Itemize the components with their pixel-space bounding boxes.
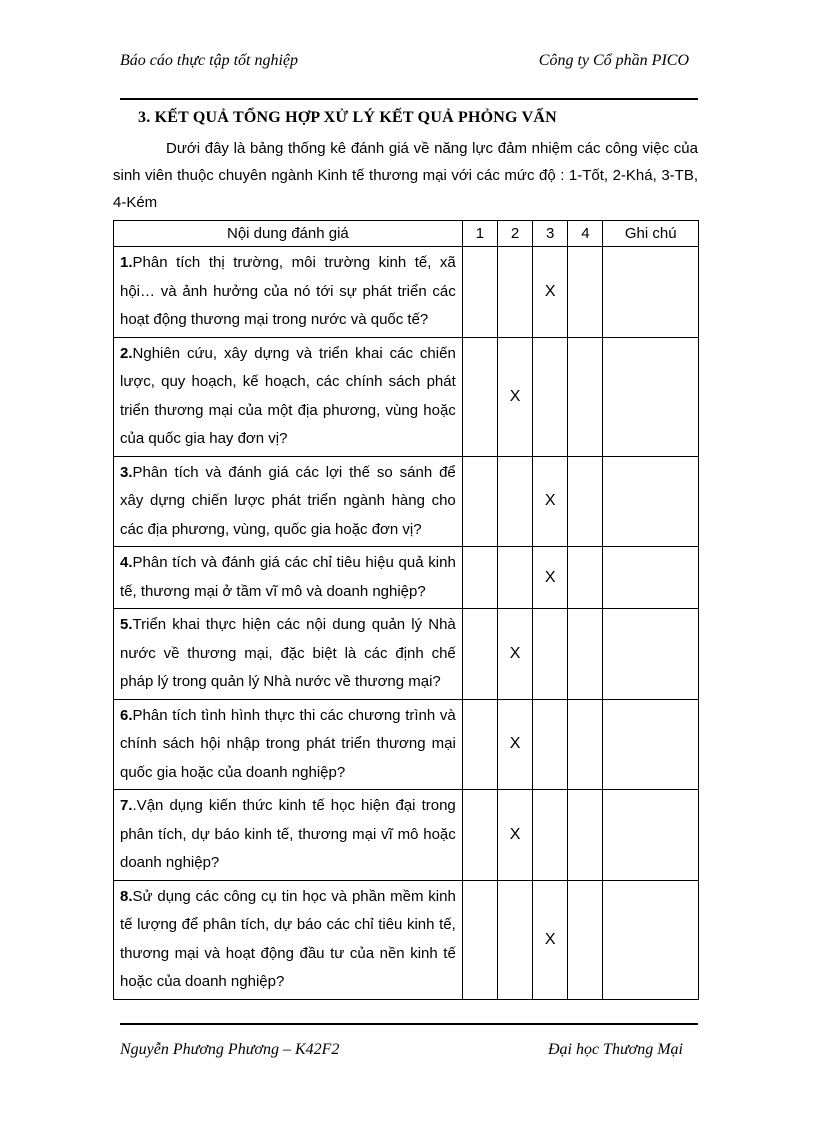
mark-level-3	[533, 337, 568, 456]
note-cell	[603, 790, 699, 881]
table-row	[114, 337, 699, 456]
criterion-text	[114, 880, 463, 999]
criterion-text	[114, 699, 463, 790]
criterion-text	[114, 790, 463, 881]
header-note: Ghi chú	[603, 221, 699, 247]
criterion-text	[114, 456, 463, 547]
evaluation-table	[113, 220, 699, 1000]
mark-level-1	[462, 609, 497, 700]
mark-level-4	[568, 547, 603, 609]
criterion-description: Phân tích và đánh giá các chỉ tiêu hiệu quả kinh tế, thương mại ở tầm vĩ mô và doanh nghiệp?	[120, 554, 456, 600]
header-left: Báo cáo thực tập tốt nghiệp	[120, 52, 299, 69]
table-row	[114, 790, 699, 881]
footer-left: Nguyễn Phương Phương – K42F2	[120, 1041, 340, 1058]
mark-level-3: X	[533, 547, 568, 609]
mark-level-2: X	[497, 337, 532, 456]
intro-paragraph: Dưới đây là bảng thống kê đánh giá về năng lực đảm nhiệm các công việc của sinh viên thuộc chuyên ngành Kinh tế thương mại với các mức độ : 1-Tốt, 2-Khá, 3-TB, 4-Kém	[113, 140, 698, 211]
header-level-1: 1	[462, 221, 497, 247]
mark-level-4	[568, 456, 603, 547]
mark-level-2	[497, 880, 532, 999]
criterion-text	[114, 547, 463, 609]
criterion-text	[114, 337, 463, 456]
mark-level-1	[462, 880, 497, 999]
criterion-text	[114, 609, 463, 700]
mark-level-3	[533, 790, 568, 881]
criterion-description: Phân tích và đánh giá các lợi thế so sánh để xây dựng chiến lược phát triển ngành hàng cho các địa phương, vùng, quốc gia hoặc đơn vị?	[120, 463, 456, 538]
table-row	[114, 456, 699, 547]
mark-level-2	[497, 547, 532, 609]
criterion-number: 7.	[120, 797, 133, 814]
mark-level-2	[497, 247, 532, 338]
mark-level-4	[568, 790, 603, 881]
criterion-description: Nghiên cứu, xây dựng và triển khai các chiến lược, quy hoạch, kế hoạch, các chính sách phát triển thương mại của một địa phương, vùng hoặc của quốc gia hay đơn vị?	[120, 344, 456, 447]
criterion-description: Phân tích tình hình thực thi các chương trình và chính sách hội nhập trong phát triển thương mại quốc gia hoặc của doanh nghiệp?	[120, 706, 456, 781]
table-row	[114, 247, 699, 338]
mark-level-2: X	[497, 699, 532, 790]
criterion-description: .Vận dụng kiến thức kinh tế học hiện đại trong phân tích, dự báo kinh tế, thương mại vĩ mô hoặc doanh nghiệp?	[120, 797, 456, 871]
mark-level-1	[462, 547, 497, 609]
header-right: Công ty Cổ phần PICO	[538, 52, 689, 69]
mark-level-4	[568, 699, 603, 790]
criterion-description: Sử dụng các công cụ tin học và phần mềm kinh tế lượng để phân tích, dự báo các chỉ tiêu kinh tế, thương mại và hoạt động đầu tư của nền kinh tế hoặc của doanh nghiệp?	[120, 887, 456, 990]
criterion-number: 6.	[120, 706, 133, 724]
note-cell	[603, 337, 699, 456]
mark-level-3: X	[533, 880, 568, 999]
table-row	[114, 609, 699, 700]
table-header-row	[114, 221, 699, 247]
mark-level-1	[462, 790, 497, 881]
note-cell	[603, 699, 699, 790]
mark-level-1	[462, 699, 497, 790]
mark-level-4	[568, 609, 603, 700]
criterion-number: 1.	[120, 254, 133, 271]
footer-right: Đại học Thương Mại	[547, 1041, 683, 1058]
criterion-number: 8.	[120, 887, 133, 905]
section-title: 3. KẾT QUẢ TỔNG HỢP XỬ LÝ KẾT QUẢ PHỎNG VẤN	[138, 109, 557, 126]
table-row	[114, 699, 699, 790]
note-cell	[603, 247, 699, 338]
mark-level-4	[568, 247, 603, 338]
header-level-3: 3	[533, 221, 568, 247]
criterion-number: 3.	[120, 463, 133, 481]
criterion-description: Triển khai thực hiện các nội dung quản lý Nhà nước về thương mại, đặc biệt là các định chế pháp lý trong quản lý Nhà nước về thương mại?	[120, 616, 456, 690]
mark-level-1	[462, 247, 497, 338]
mark-level-2: X	[497, 790, 532, 881]
header-level-4: 4	[568, 221, 603, 247]
note-cell	[603, 609, 699, 700]
footer-divider	[120, 1023, 698, 1025]
mark-level-2: X	[497, 609, 532, 700]
criterion-text	[114, 247, 463, 338]
header-content: Nội dung đánh giá	[114, 221, 463, 247]
mark-level-3	[533, 699, 568, 790]
note-cell	[603, 456, 699, 547]
criterion-number: 4.	[120, 554, 133, 571]
table-row	[114, 880, 699, 999]
criterion-number: 5.	[120, 616, 133, 633]
note-cell	[603, 547, 699, 609]
criterion-description: Phân tích thị trường, môi trường kinh tế, xã hội… và ảnh hưởng của nó tới sự phát triển các hoạt động thương mại trong nước và quốc tế?	[120, 254, 456, 328]
header-level-2: 2	[497, 221, 532, 247]
mark-level-1	[462, 456, 497, 547]
header-divider	[120, 98, 698, 100]
mark-level-1	[462, 337, 497, 456]
mark-level-3: X	[533, 456, 568, 547]
mark-level-3: X	[533, 247, 568, 338]
table-row	[114, 547, 699, 609]
mark-level-2	[497, 456, 532, 547]
mark-level-3	[533, 609, 568, 700]
criterion-number: 2.	[120, 344, 133, 362]
mark-level-4	[568, 337, 603, 456]
mark-level-4	[568, 880, 603, 999]
note-cell	[603, 880, 699, 999]
